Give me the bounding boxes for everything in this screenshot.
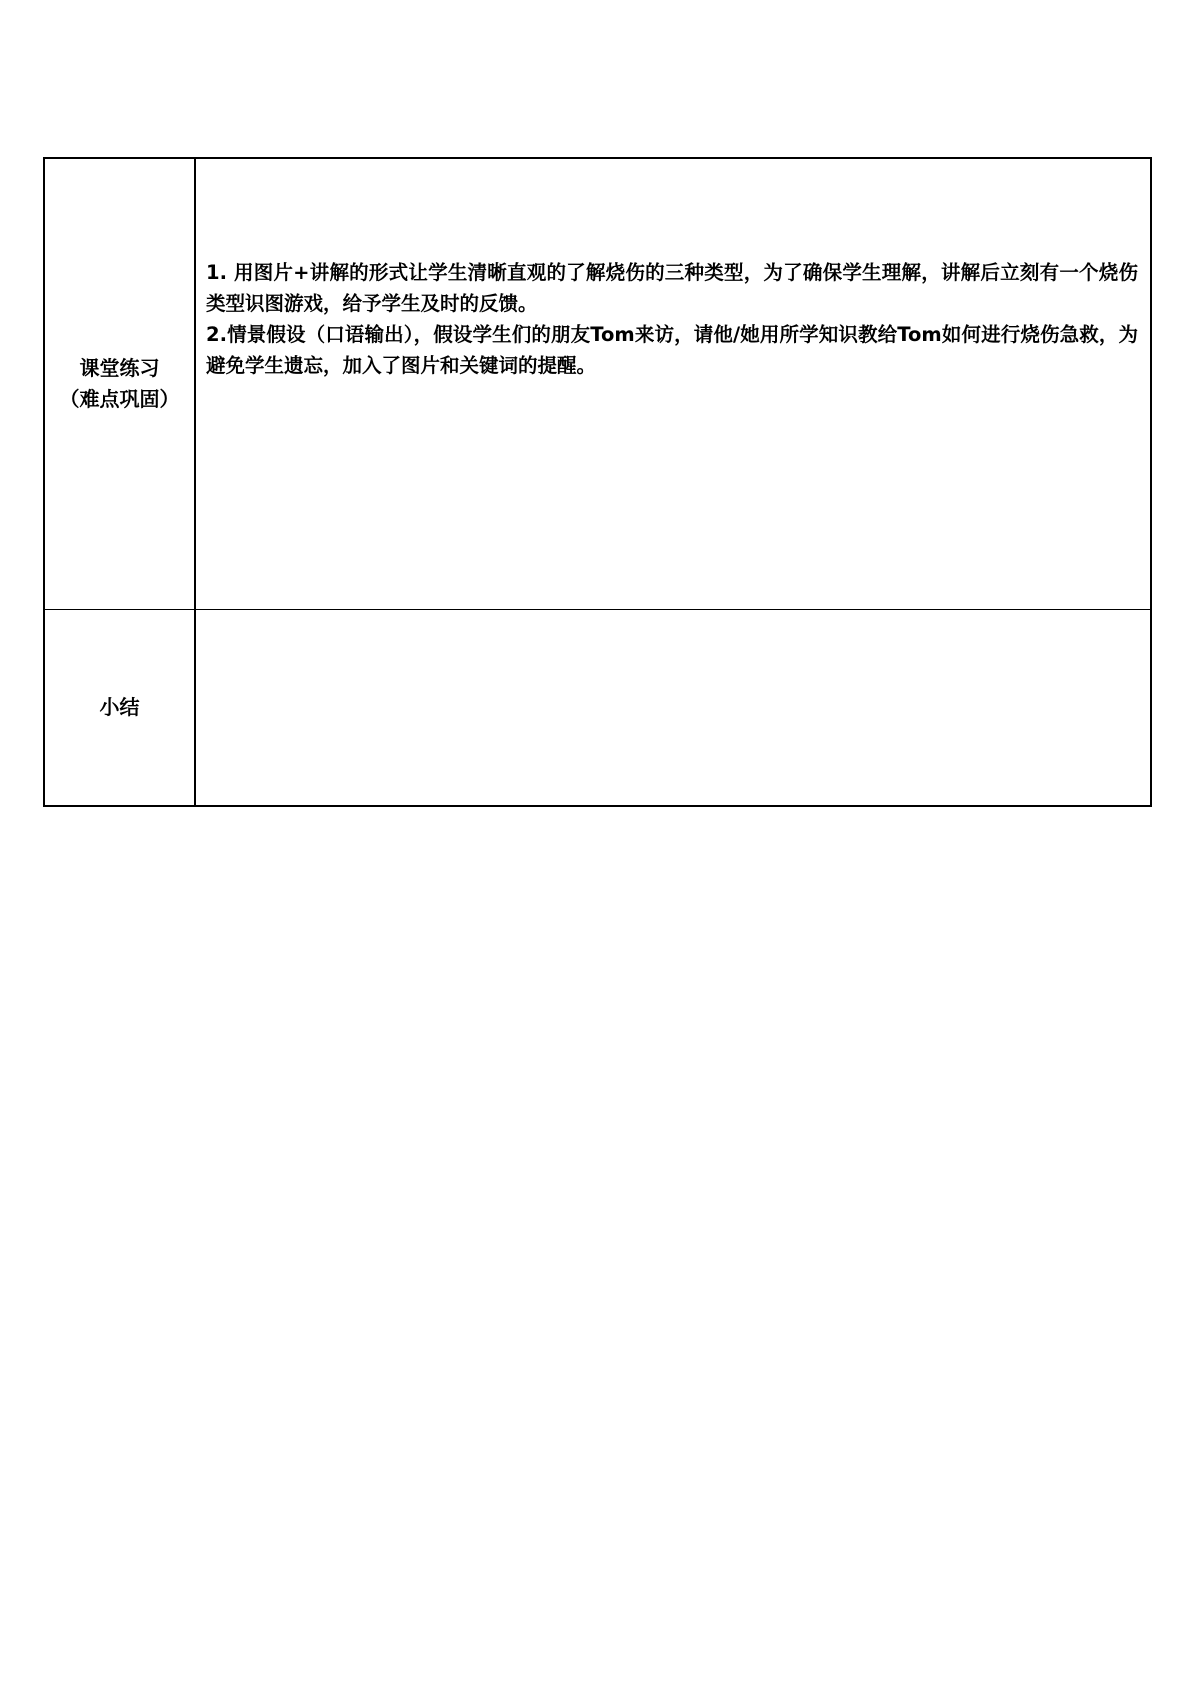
table-row-classroom-practice (44, 158, 1151, 609)
classroom-practice-subtitle: （难点巩固） (59, 386, 180, 411)
classroom-practice-title: 课堂练习 (79, 355, 160, 380)
summary-title: 小结 (99, 694, 140, 719)
classroom-practice-content-cell (195, 158, 1151, 609)
classroom-practice-label-cell (44, 158, 195, 609)
practice-item-2: 2.情景假设（口语输出），假设学生们的朋友Tom来访，请他/她用所学知识教给Tom如何进行烧伤急救，为避免学生遗忘，加入了图片和关键词的提醒。 (206, 322, 1138, 377)
table-row-summary (44, 609, 1151, 806)
practice-item-1: 1. 用图片+讲解的形式让学生清晰直观的了解烧伤的三种类型，为了确保学生理解，讲解后立刻有一个烧伤类型识图游戏，给予学生及时的反馈。 (206, 260, 1138, 315)
summary-content-cell (195, 609, 1151, 806)
lesson-plan-table (43, 157, 1152, 807)
classroom-practice-content (206, 257, 1138, 381)
summary-label-cell (44, 609, 195, 806)
